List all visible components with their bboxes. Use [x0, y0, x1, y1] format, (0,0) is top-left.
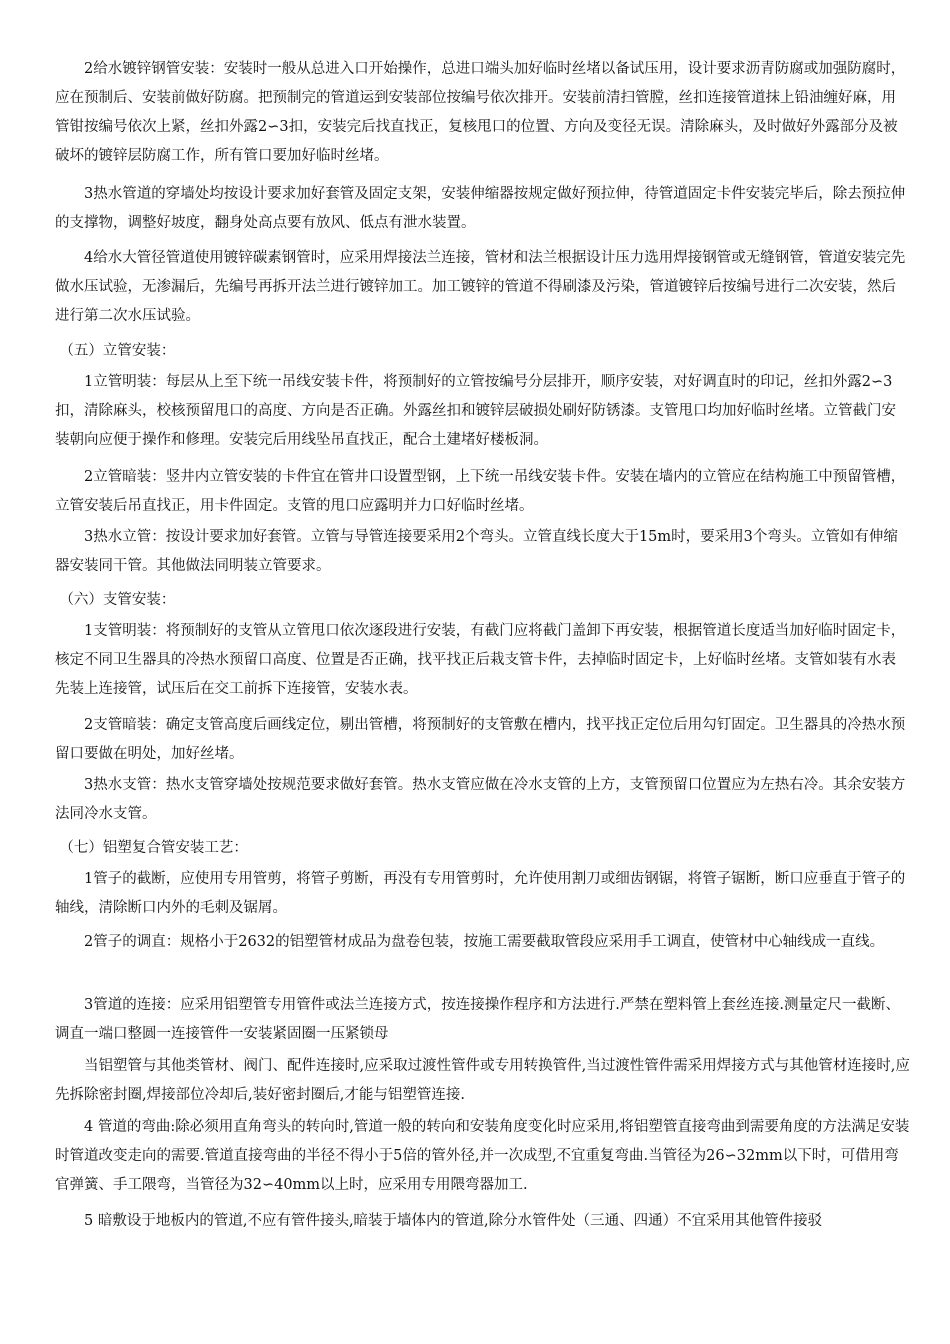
paragraph-riser-exposed: 1立管明装：每层从上至下统一吊线安装卡件，将预制好的立管按编号分层排开，顺序安装，对好调直时的印记，丝扣外露2∽3扣，清除麻头，校核预留甩口的高度、方向是否正确。外露丝扣和镀锌层破损处刷好防锈漆。支管甩口均加好临时丝堵。立管截门安装朝向应便于操作和修理。安装完后用线坠吊直找正，配合土建堵好楼板洞。 — [55, 374, 896, 448]
paragraph-large-diameter: 4给水大管径管道使用镀锌碳素钢管时，应采用焊接法兰连接，管材和法兰根据设计压力选用焊接钢管或无缝钢管，管道安装完先做水压试验，无渗漏后，先编号再拆开法兰进行镀锌加工。加工镀锌的管道不得刷漆及污染，管道镀锌后按编号进行二次安装，然后进行第二次水压试验。 — [55, 250, 906, 324]
paragraph-concealed-laying: 5 暗敷设于地板内的管道,不应有管件接头,暗装于墙体内的管道,除分水管件处（三通、四通）不宜采用其他管件接驳 — [84, 1213, 823, 1229]
paragraph-hot-water-pipe: 3热水管道的穿墙处均按设计要求加好套管及固定支架，安装伸缩器按规定做好预拉伸，待管道固定卡件安装完毕后，除去预拉伸的支撑物，调整好坡度，翻身处高点要有放风、低点有泄水装置。 — [55, 186, 906, 231]
paragraph-pipe-connection: 3管道的连接：应采用铝塑管专用管件或法兰连接方式，按连接操作程序和方法进行.严禁在塑料管上套丝连接.测量定尺一截断、调直一端口整圆一连接管件一安装紧固圈一压紧锁母 — [55, 997, 900, 1042]
paragraph-branch-concealed: 2支管暗装：确定支管高度后画线定位，剔出管槽，将预制好的支管敷在槽内，找平找正定位后用勾钉固定。卫生器具的冷热水预留口要做在明处，加好丝堵。 — [55, 717, 906, 762]
section-heading-pap: （七）铝塑复合管安装工艺： — [59, 840, 248, 856]
paragraph-galvanized-pipe: 2给水镀锌钢管安装：安装时一般从总进入口开始操作，总进口端头加好临时丝堵以备试压用，设计要求沥青防腐或加强防腐时，应在预制后、安装前做好防腐。把预制完的管道运到安装部位按编号依次排开。安装前清扫管膛，丝扣连接管道抹上铅油缠好麻，用管钳按编号依次上紧，丝扣外露2∽3扣，安装完后找直找正，复核甩口的位置、方向及变径无误。清除麻头，及时做好外露部分及被破坏的镀锌层防腐工作，所有管口要加好临时丝堵。 — [55, 61, 906, 164]
paragraph-riser-concealed: 2立管暗装：竖井内立管安装的卡件宜在管井口设置型钢，上下统一吊线安装卡件。安装在墙内的立管应在结构施工中预留管槽，立管安装后吊直找正，用卡件固定。支管的甩口应露明并力口好临时丝堵。 — [55, 469, 906, 514]
section-heading-branch: （六）支管安装： — [59, 592, 176, 608]
paragraph-branch-exposed: 1支管明装：将预制好的支管从立管甩口依次逐段进行安装，有截门应将截门盖卸下再安装，根据管道长度适当加好临时固定卡，核定不同卫生器具的冷热水预留口高度、位置是否正确，找平找正后栽支管卡件，去掉临时固定卡，上好临时丝堵。支管如装有水表先装上连接管，试压后在交工前拆下连接管，安装水表。 — [55, 623, 906, 697]
paragraph-transition-fittings: 当铝塑管与其他类管材、阀门、配件连接时,应采取过渡性管件或专用转换管件,当过渡性管件需采用焊接方式与其他管材连接时,应先拆除密封圈,焊接部位冷却后,装好密封圈后,才能与铝塑管连接. — [55, 1058, 910, 1103]
paragraph-riser-hot-water: 3热水立管：按设计要求加好套管。立管与导管连接要采用2个弯头。立管直线长度大于15m时，要采用3个弯头。立管如有伸缩器安装同干管。其他做法同明装立管要求。 — [55, 529, 898, 574]
paragraph-pipe-bending: 4 管道的弯曲:除必须用直角弯头的转向时,管道一般的转向和安装角度变化时应采用,将铝塑管直接弯曲到需要角度的方法满足安装时管道改变走向的需要.管道直接弯曲的半径不得小于5倍的管外径,并一次成型,不宜重复弯曲.当管径为26∽32mm以下时，可借用弯官弹簧、手工隈弯，当管径为32∽40mm以上时，应采用专用隈弯器加工. — [55, 1119, 910, 1193]
paragraph-pipe-straightening: 2管子的调直：规格小于2632的铝塑管材成品为盘卷包装，按施工需要截取管段应采用手工调直，使管材中心轴线成一直线。 — [84, 934, 885, 950]
paragraph-pipe-cutting: 1管子的截断，应使用专用管剪，将管子剪断，再没有专用管剪时，允许使用割刀或细齿钢锯，将管子锯断，断口应垂直于管子的轴线，清除断口内外的毛刺及锯屑。 — [55, 871, 906, 916]
paragraph-branch-hot-water: 3热水支管：热水支管穿墙处按规范要求做好套管。热水支管应做在冷水支管的上方，支管预留口位置应为左热右冷。其余安装方法同冷水支管。 — [55, 777, 906, 822]
section-heading-riser: （五）立管安装： — [59, 343, 176, 359]
